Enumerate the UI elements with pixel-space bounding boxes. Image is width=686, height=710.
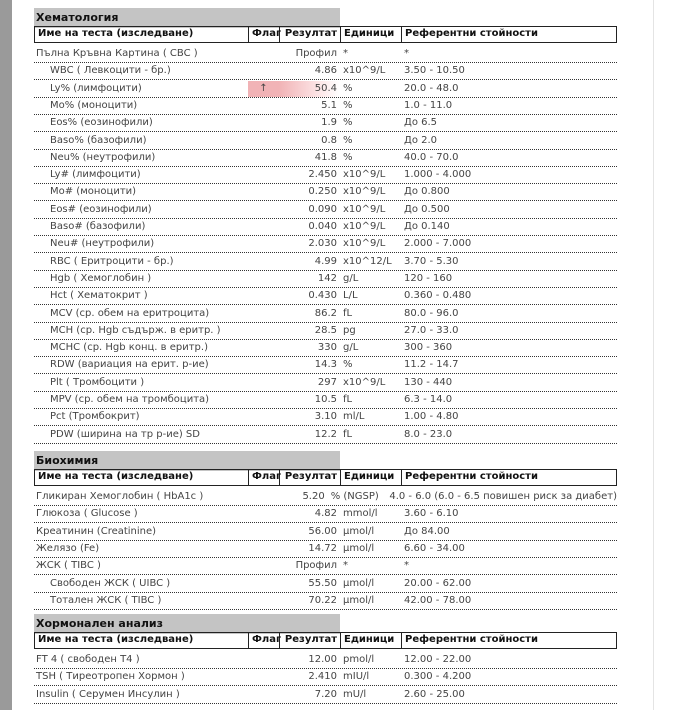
test-name: Hgb ( Хемоглобин ) [50,272,152,284]
test-name: Pct (Тромбокрит) [50,411,140,423]
flag-indicator [248,506,279,522]
table-row [34,133,617,150]
reference-range: 27.0 - 33.0 [404,324,459,336]
table-row [34,254,617,271]
test-name: Mo% (моноцити) [50,99,138,111]
test-name: MCV (ср. обем на еритроцита) [50,307,210,319]
flag-indicator [248,133,279,149]
table-row [34,63,617,80]
result-value: 0.090 [308,203,337,215]
unit: µmol/l [343,594,375,606]
flag-indicator [248,669,279,685]
unit: µmol/l [343,525,375,537]
unit: % [343,134,353,146]
table-row [34,271,617,288]
result-value: 1.9 [321,117,337,129]
column-header-unit: Единици [341,633,402,648]
flag-indicator: ↑ [248,81,279,97]
table-row [34,409,617,426]
unit: % (NGSP) [330,491,379,502]
test-name: Желязо (Fe) [36,542,100,554]
test-name: Пълна Кръвна Картина ( CBC ) [36,48,198,59]
reference-range: До 0.140 [404,221,450,232]
table-row [34,427,617,444]
flag-indicator [248,46,279,62]
reference-range: 8.0 - 23.0 [404,428,453,440]
test-name: Hct ( Хематокрит ) [50,290,148,302]
flag-indicator [248,202,279,218]
left-sidebar-bar [0,0,12,710]
unit: x10^9/L [343,221,386,232]
test-name: Глюкоза ( Glucose ) [36,508,138,520]
reference-range: 80.0 - 96.0 [404,307,459,319]
test-name: MCH (ср. Hgb съдърж. в еритр. ) [50,324,221,336]
column-header-flag: Флаг [249,470,280,485]
unit: x10^9/L [343,169,386,181]
reference-range: До 0.500 [404,203,450,215]
test-name: Ly% (лимфоцити) [50,82,142,94]
flag-indicator [248,306,279,322]
unit: pg [343,324,356,336]
unit: L/L [343,290,358,302]
reference-range: 20.00 - 62.00 [404,577,472,589]
result-value: 12.00 [308,654,337,665]
flag-indicator [248,271,279,287]
unit: * [343,560,348,572]
unit: % [343,117,353,129]
table-row [34,593,617,610]
flag-indicator [248,219,279,235]
table-row [34,202,617,219]
flag-indicator [248,687,279,703]
table-row [34,306,617,323]
column-header-name: Име на теста (изследване) [35,470,249,485]
table-row [34,81,617,98]
reference-range: 120 - 160 [404,272,453,284]
section-title: Хематология [34,8,340,28]
result-value: 86.2 [314,307,337,319]
result-value: Профил [295,560,337,572]
flag-indicator [248,357,279,373]
flag-indicator [248,375,279,391]
column-header-result: Резултат [280,27,341,42]
table-row [34,375,617,392]
column-header-flag: Флаг [249,27,280,42]
test-name: MPV (ср. обем на тромбоцита) [50,394,210,405]
reference-range: 3.70 - 5.30 [404,255,459,267]
flag-indicator [239,489,269,505]
result-value: 14.3 [314,359,337,371]
table-header [34,469,617,486]
flag-indicator [248,652,279,668]
result-value: 0.8 [321,134,337,146]
reference-range: До 2.0 [404,134,438,146]
result-value: 297 [317,376,337,388]
result-value: 7.20 [314,688,337,700]
test-name: RDW (вариация на ерит. р-ие) [50,359,209,371]
reference-range: 2.000 - 7.000 [404,238,472,250]
flag-indicator [248,184,279,200]
result-value: 56.00 [308,525,337,537]
reference-range: 3.50 - 10.50 [404,65,465,77]
table-row [34,576,617,593]
flag-indicator [248,392,279,408]
flag-indicator [248,236,279,252]
test-name: Baso# (базофили) [50,221,146,232]
test-name: Mo# (моноцити) [50,186,137,198]
column-header-reference: Референтни стойности [405,634,538,645]
reference-range: 6.3 - 14.0 [404,394,453,405]
reference-range: 40.0 - 70.0 [404,151,459,163]
result-value: 330 [317,342,337,354]
test-name: Свободен ЖСК ( UIBC ) [50,577,171,589]
test-name: Eos% (еозинофили) [50,117,153,129]
reference-range: 11.2 - 14.7 [404,359,459,371]
column-header-flag: Флаг [249,633,280,648]
reference-range: 1.0 - 11.0 [404,99,453,111]
table-row [34,236,617,253]
reference-range: 12.00 - 22.00 [404,654,472,665]
table-row [34,184,617,201]
test-name: Neu# (неутрофили) [50,238,155,250]
flag-indicator [248,593,279,609]
column-header-name: Име на теста (изследване) [35,633,249,648]
test-name: Креатинин (Creatinine) [36,525,157,537]
table-row [34,506,617,523]
test-name: Baso% (базофили) [50,134,147,146]
table-row [34,687,617,704]
result-value: 2.450 [308,169,337,181]
reference-range: 0.300 - 4.200 [404,671,472,683]
test-name: Plt ( Тромбоцити ) [50,376,145,388]
flag-indicator [248,576,279,592]
table-row [34,167,617,184]
table-row [34,652,617,669]
result-value: 2.410 [308,671,337,683]
reference-range: 1.000 - 4.000 [404,169,472,181]
result-value: 12.2 [314,428,337,440]
unit: mmol/l [343,508,378,520]
flag-indicator [248,323,279,339]
reference-range: До 0.800 [404,186,450,198]
table-row [34,357,617,374]
result-value: 4.86 [314,65,337,77]
unit: pmol/l [343,654,375,665]
unit: % [343,82,353,94]
table-row [34,150,617,167]
unit: fL [343,307,353,319]
reference-range: 1.00 - 4.80 [404,411,459,423]
flag-indicator [248,63,279,79]
test-name: FT 4 ( свободен T4 ) [36,654,140,665]
column-header-result: Резултат [280,633,341,648]
result-value: 0.250 [308,186,337,198]
unit: fL [343,394,353,405]
reference-range: 42.00 - 78.00 [404,594,472,606]
result-value: 5.1 [321,99,337,111]
result-value: 28.5 [314,324,337,336]
reference-range: 2.60 - 25.00 [404,688,465,700]
section-title: Хормонален анализ [34,614,340,634]
column-header-reference: Референтни стойности [405,28,538,39]
table-row [34,489,617,506]
column-header-result: Резултат [280,470,341,485]
unit: * [343,48,348,59]
result-value: 2.030 [308,238,337,250]
flag-indicator [248,288,279,304]
flag-indicator [248,254,279,270]
test-name: WBC ( Левкоцити - бр.) [50,65,171,77]
test-name: Тотален ЖСК ( TIBC ) [50,594,162,606]
result-value: 50.4 [279,81,340,97]
test-name: RBC ( Еритроцити - бр.) [50,255,174,267]
flag-indicator [248,150,279,166]
flag-indicator [248,340,279,356]
column-header-name: Име на теста (изследване) [35,27,249,42]
reference-range: 3.60 - 6.10 [404,508,459,520]
table-row [34,558,617,575]
table-row [34,340,617,357]
reference-range: 130 - 440 [404,376,453,388]
result-value: 70.22 [308,594,337,606]
reference-range: 20.0 - 48.0 [404,82,459,94]
reference-range: 0.360 - 0.480 [404,290,472,302]
table-header [34,632,617,649]
test-name: TSH ( Тиреотропен Хормон ) [36,671,185,683]
unit: x10^9/L [343,376,386,388]
table-row [34,669,617,686]
unit: mU/l [343,688,367,700]
column-header-reference: Референтни стойности [405,471,538,482]
result-value: 142 [317,272,337,284]
result-value: 4.82 [314,508,337,520]
reference-range: 300 - 360 [404,342,453,354]
result-value: 5.20 [302,491,325,502]
table-row [34,541,617,558]
result-value: 55.50 [308,577,337,589]
flag-indicator [248,558,279,574]
flag-indicator [248,524,279,540]
table-header [34,26,617,43]
unit: x10^9/L [343,65,386,77]
unit: ml/L [343,411,365,423]
section-title: Биохимия [34,451,340,471]
unit: % [343,99,353,111]
result-value: 0.040 [308,221,337,232]
table-row [34,219,617,236]
result-value: 41.8 [314,151,337,163]
reference-range: * [404,560,409,572]
result-value: 4.99 [314,255,337,267]
column-header-unit: Единици [341,27,402,42]
flag-indicator [248,115,279,131]
result-value: 3.10 [314,411,337,423]
unit: fL [343,428,353,440]
table-row [34,392,617,409]
table-row [34,46,617,63]
test-name: ЖСК ( TIBC ) [36,560,101,572]
reference-range: До 6.5 [404,117,438,129]
result-value: 10.5 [314,394,337,405]
table-row [34,98,617,115]
flag-indicator [248,98,279,114]
test-name: Insulin ( Серумен Инсулин ) [36,688,180,700]
reference-range: 4.0 - 6.0 (6.0 - 6.5 повишен риск за диабет) [389,491,617,502]
test-name: Ly# (лимфоцити) [50,169,141,181]
unit: mIU/l [343,671,370,683]
flag-indicator [248,541,279,557]
table-row [34,323,617,340]
unit: µmol/l [343,577,375,589]
unit: x10^9/L [343,203,386,215]
test-name: PDW (ширина на тр р-ие) SD [50,428,200,440]
flag-indicator [248,167,279,183]
table-row [34,115,617,132]
table-row [34,288,617,305]
test-name: Neu% (неутрофили) [50,151,156,163]
test-name: MCHC (ср. Hgb конц. в еритр.) [50,342,208,354]
result-value: Профил [295,48,337,59]
unit: µmol/l [343,542,375,554]
column-header-unit: Единици [341,470,402,485]
reference-range: 6.60 - 34.00 [404,542,465,554]
flag-indicator [248,427,279,443]
test-name: Гликиран Хемоглобин ( HbA1c ) [36,491,204,502]
unit: g/L [343,272,359,284]
reference-range: До 84.00 [404,525,450,537]
reference-range: * [404,48,409,59]
result-value: 14.72 [308,542,337,554]
result-value: 0.430 [308,290,337,302]
table-row [34,524,617,541]
unit: g/L [343,342,359,354]
unit: x10^9/L [343,238,386,250]
unit: x10^12/L [343,255,392,267]
flag-indicator [248,409,279,425]
unit: % [343,359,353,371]
unit: % [343,151,353,163]
unit: x10^9/L [343,186,386,198]
test-name: Eos# (еозинофили) [50,203,152,215]
right-margin [654,0,686,710]
